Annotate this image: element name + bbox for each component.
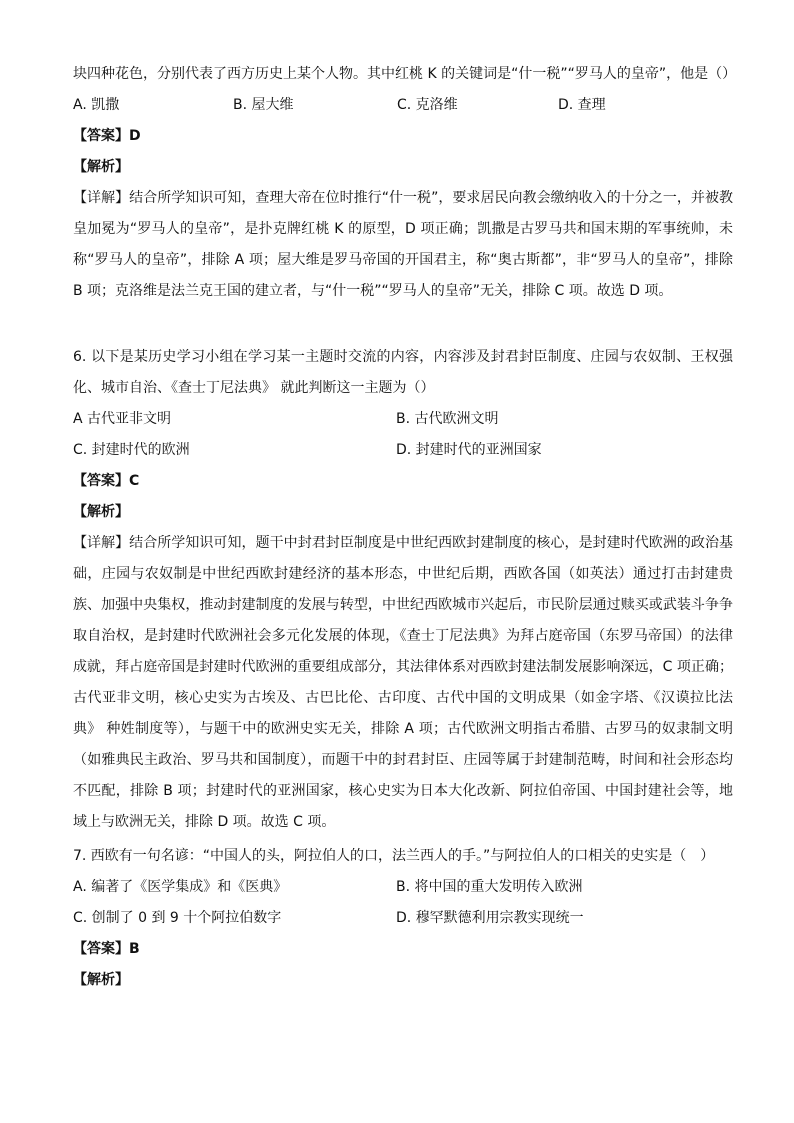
option-c: C. 创制了 0 到 9 十个阿拉伯数字 bbox=[73, 910, 282, 926]
detail-text: 【详解】结合所学知识可知，查理大帝在位时推行“什一税”，要求居民向教会缴纳收入的十分之一，并被教皇加冕为“罗马人的皇帝”，是扑克牌红桃 K 的原型，D 项正确；凯撒是古罗马共和国末期的军事统帅，未称“罗马人的皇帝”，排除 A 项；屋大维是罗马帝国的开国君主，称“奥古斯都”，非“罗马人的皇帝”，排除 B 项；克洛维是法兰克王国的建立者，与“什一税”“罗马人的皇帝”无关，排除 C 项。故选 D 项。 bbox=[73, 190, 733, 299]
question-7-stem: 7. 西欧有一句名谚：“中国人的头，阿拉伯人的口，法兰西人的手。”与阿拉伯人的口相关的史实是（ ） bbox=[73, 848, 715, 864]
option-b: B. 古代欧洲文明 bbox=[396, 411, 499, 427]
question-6 bbox=[73, 342, 733, 838]
option-d: D. 查理 bbox=[558, 97, 606, 113]
question-7-options-row-2 bbox=[73, 903, 733, 934]
option-b: B. 屋大维 bbox=[233, 97, 294, 113]
question-6-options-row-1 bbox=[73, 404, 733, 435]
question-6-options-row-2 bbox=[73, 435, 733, 466]
analysis-label: 【解析】 bbox=[73, 504, 129, 520]
option-d: D. 封建时代的亚洲国家 bbox=[396, 442, 542, 458]
option-b: B. 将中国的重大发明传入欧洲 bbox=[396, 879, 583, 895]
option-c: C. 克洛维 bbox=[397, 97, 458, 113]
answer-label: 【答案】D bbox=[73, 128, 141, 144]
question-7 bbox=[73, 841, 733, 996]
detail-text: 【详解】结合所学知识可知，题干中封君封臣制度是中世纪西欧封建制度的核心，是封建时代欧洲的政治基础，庄园与农奴制是中世纪西欧封建经济的基本形态，中世纪后期，西欧各国（如英法）通过打击封建贵族、加强中央集权，推动封建制度的发展与转型，中世纪西欧城市兴起后，市民阶层通过赎买或武装斗争争取自治权，是封建时代欧洲社会多元化发展的体现，《查士丁尼法典》为拜占庭帝国（东罗马帝国）的法律成就，拜占庭帝国是封建时代欧洲的重要组成部分，其法律体系对西欧封建法制发展影响深远，C 项正确；古代亚非文明，核心史实为古埃及、古巴比伦、古印度、古代中国的文明成果（如金字塔、《汉谟拉比法典》 种姓制度等），与题干中的欧洲史实无关，排除 A 项；古代欧洲文明指古希腊、古罗马的奴隶制文明（如雅典民主政治、罗马共和国制度），而题干中的封君封臣、庄园等属于封建制范畴，时间和社会形态均不匹配，排除 B 项；封建时代的亚洲国家，核心史实为日本大化改新、阿拉伯帝国、中国封建社会等，地域上与欧洲无关，排除 D 项。故选 C 项。 bbox=[73, 535, 733, 830]
option-c: C. 封建时代的欧洲 bbox=[73, 442, 190, 458]
option-a: A. 凯撒 bbox=[73, 97, 120, 113]
analysis-label: 【解析】 bbox=[73, 972, 129, 988]
answer-label: 【答案】C bbox=[73, 473, 140, 489]
analysis-label: 【解析】 bbox=[73, 159, 129, 175]
answer-label: 【答案】B bbox=[73, 941, 140, 957]
question-7-options-row-1 bbox=[73, 872, 733, 903]
option-a: A 古代亚非文明 bbox=[73, 411, 172, 427]
question-5 bbox=[73, 59, 737, 307]
question-5-options bbox=[73, 90, 733, 121]
option-d: D. 穆罕默德利用宗教实现统一 bbox=[396, 910, 584, 926]
question-5-stem: 块四种花色，分别代表了西方历史上某个人物。其中红桃 K 的关键词是“什一税”“罗马人的皇帝”，他是（） bbox=[73, 66, 737, 82]
question-6-stem: 6. 以下是某历史学习小组在学习某一主题时交流的内容，内容涉及封君封臣制度、庄园与农奴制、王权强化、城市自治、《查士丁尼法典》 就此判断这一主题为（） bbox=[73, 349, 733, 396]
option-a: A. 编著了《医学集成》和《医典》 bbox=[73, 879, 288, 895]
